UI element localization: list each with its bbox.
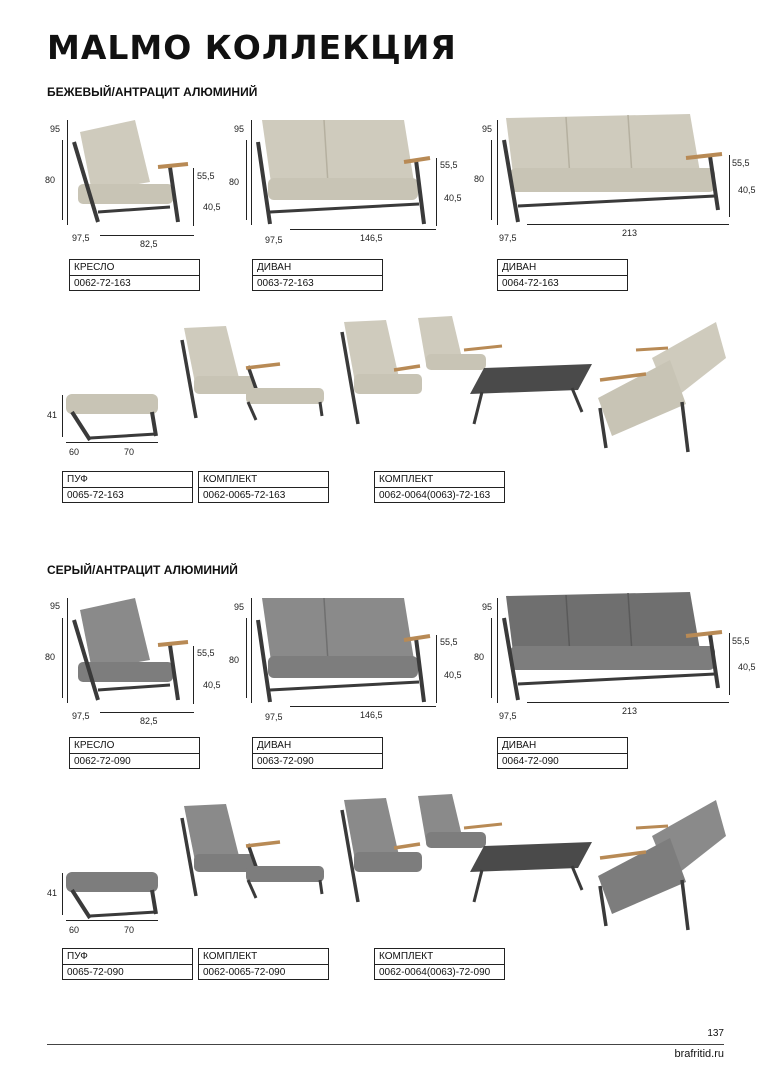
product-label-set-1 xyxy=(198,471,329,503)
section-title-grey: СЕРЫЙ/АНТРАЦИТ АЛЮМИНИЙ xyxy=(47,563,238,577)
product-name: ДИВАН xyxy=(498,738,627,754)
product-label-armchair xyxy=(69,259,200,291)
set-sofa-image xyxy=(596,796,726,932)
dim-depth: 97,5 xyxy=(265,712,283,722)
dim-height: 95 xyxy=(234,124,245,134)
product-code: 0062-0064(0063)-72-163 xyxy=(379,490,491,501)
product-code: 0063-72-163 xyxy=(257,278,314,289)
dim-width: 70 xyxy=(124,925,135,935)
product-label-set-2 xyxy=(374,948,505,980)
dim-width: 213 xyxy=(622,228,638,238)
dim-arm-height: 55,5 xyxy=(732,158,750,168)
dim-depth: 97,5 xyxy=(499,711,517,721)
dim-width: 70 xyxy=(124,447,135,457)
dim-seat: 40,5 xyxy=(738,185,756,195)
product-name: ПУФ xyxy=(63,472,192,488)
product-code: 0062-0065-72-090 xyxy=(203,967,286,978)
set-armchair-pouf-image xyxy=(176,322,326,422)
set-chairs-table-image xyxy=(334,790,594,908)
product-name: КОМПЛЕКТ xyxy=(199,949,328,965)
set-chairs-table-image xyxy=(334,312,594,430)
dim-height: 95 xyxy=(50,601,61,611)
dim-width: 82,5 xyxy=(140,239,158,249)
product-name: КОМПЛЕКТ xyxy=(375,949,504,965)
product-label-pouf xyxy=(62,948,193,980)
product-label-set-1 xyxy=(198,948,329,980)
product-label-sofa-2 xyxy=(252,259,383,291)
dim-seat: 40,5 xyxy=(444,193,462,203)
footer-divider xyxy=(47,1044,724,1045)
dim-depth: 60 xyxy=(69,447,80,457)
dim-seat-height: 80 xyxy=(474,652,485,662)
dim-seat: 40,5 xyxy=(203,202,221,212)
product-code: 0062-0065-72-163 xyxy=(203,490,286,501)
pouf-image xyxy=(64,868,164,924)
product-code: 0062-72-163 xyxy=(74,278,131,289)
product-label-sofa-3 xyxy=(497,259,628,291)
product-name: КРЕСЛО xyxy=(70,260,199,276)
dim-height: 95 xyxy=(482,124,493,134)
dim-height: 41 xyxy=(47,888,58,898)
pouf-image xyxy=(64,390,164,446)
product-code: 0063-72-090 xyxy=(257,756,314,767)
dim-seat: 40,5 xyxy=(444,670,462,680)
product-label-sofa-2 xyxy=(252,737,383,769)
product-label-set-2 xyxy=(374,471,505,503)
product-name: КРЕСЛО xyxy=(70,738,199,754)
dim-depth: 97,5 xyxy=(72,233,90,243)
dim-width: 146,5 xyxy=(360,710,383,720)
sofa-3-image xyxy=(500,110,728,228)
page-number: 137 xyxy=(707,1028,724,1039)
dim-seat-height: 80 xyxy=(45,175,56,185)
dim-depth: 97,5 xyxy=(499,233,517,243)
armchair-image xyxy=(70,112,195,230)
product-code: 0065-72-090 xyxy=(67,967,124,978)
dim-depth: 97,5 xyxy=(72,711,90,721)
dim-depth: 97,5 xyxy=(265,235,283,245)
product-name: ДИВАН xyxy=(253,738,382,754)
set-armchair-pouf-image xyxy=(176,800,326,900)
dim-depth: 60 xyxy=(69,925,80,935)
dim-arm-height: 55,5 xyxy=(197,648,215,658)
product-name: ДИВАН xyxy=(498,260,627,276)
product-code: 0064-72-163 xyxy=(502,278,559,289)
product-label-sofa-3 xyxy=(497,737,628,769)
dim-seat-height: 80 xyxy=(229,177,240,187)
product-label-armchair xyxy=(69,737,200,769)
product-name: ДИВАН xyxy=(253,260,382,276)
dim-arm-height: 55,5 xyxy=(440,637,458,647)
product-code: 0062-72-090 xyxy=(74,756,131,767)
dim-seat-height: 80 xyxy=(474,174,485,184)
dim-arm-height: 55,5 xyxy=(197,171,215,181)
sofa-2-image xyxy=(254,112,434,230)
product-label-pouf xyxy=(62,471,193,503)
dim-height: 41 xyxy=(47,410,58,420)
product-name: КОМПЛЕКТ xyxy=(199,472,328,488)
sofa-2-image xyxy=(254,590,434,708)
armchair-image xyxy=(70,590,195,708)
dim-height: 95 xyxy=(50,124,61,134)
product-name: ПУФ xyxy=(63,949,192,965)
sofa-3-image xyxy=(500,588,728,706)
product-code: 0062-0064(0063)-72-090 xyxy=(379,967,491,978)
dim-seat-height: 80 xyxy=(229,655,240,665)
dim-width: 213 xyxy=(622,706,638,716)
dim-width: 82,5 xyxy=(140,716,158,726)
dim-height: 95 xyxy=(482,602,493,612)
dim-seat: 40,5 xyxy=(738,662,756,672)
set-sofa-image xyxy=(596,318,726,454)
dim-arm-height: 55,5 xyxy=(440,160,458,170)
website-link[interactable]: brafritid.ru xyxy=(674,1048,724,1060)
product-code: 0065-72-163 xyxy=(67,490,124,501)
dim-seat-height: 80 xyxy=(45,652,56,662)
dim-seat: 40,5 xyxy=(203,680,221,690)
section-title-beige: БЕЖЕВЫЙ/АНТРАЦИТ АЛЮМИНИЙ xyxy=(47,85,258,99)
product-name: КОМПЛЕКТ xyxy=(375,472,504,488)
dim-arm-height: 55,5 xyxy=(732,636,750,646)
page-title: MALMO КОЛЛЕКЦИЯ xyxy=(47,28,457,67)
dim-width: 146,5 xyxy=(360,233,383,243)
product-code: 0064-72-090 xyxy=(502,756,559,767)
dim-height: 95 xyxy=(234,602,245,612)
